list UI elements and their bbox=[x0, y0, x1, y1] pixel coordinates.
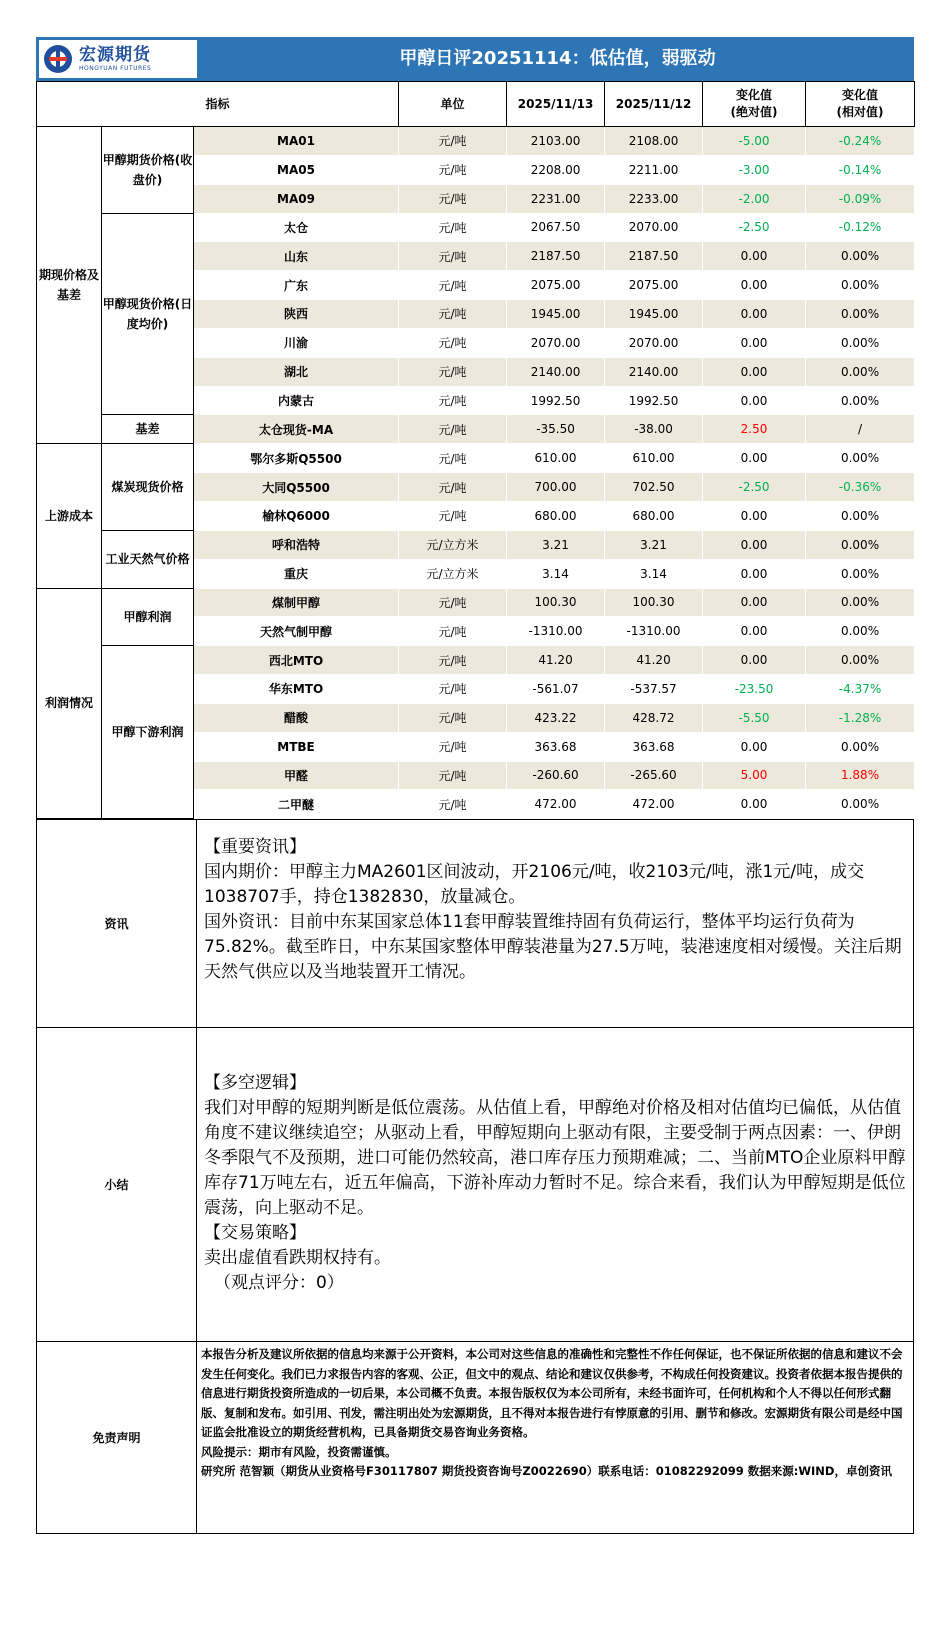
rel-change: 0.00% bbox=[806, 242, 915, 271]
value-date2: 1945.00 bbox=[605, 300, 703, 329]
rel-change: -4.37% bbox=[806, 675, 915, 704]
unit-cell: 元/吨 bbox=[399, 790, 507, 819]
summary-paragraph: 卖出虚值看跌期权持有。 bbox=[204, 1248, 391, 1269]
indicator-name: 二甲醚 bbox=[194, 790, 399, 819]
unit-cell: 元/吨 bbox=[399, 473, 507, 502]
value-date2: 702.50 bbox=[605, 473, 703, 502]
news-heading: 【重要资讯】 bbox=[204, 837, 306, 858]
abs-change: 0.00 bbox=[703, 242, 806, 271]
col-header-date1: 2025/11/13 bbox=[507, 82, 605, 127]
unit-cell: 元/吨 bbox=[399, 127, 507, 156]
indicator-name: 呼和浩特 bbox=[194, 530, 399, 559]
table-row bbox=[37, 127, 915, 156]
indicator-table bbox=[36, 81, 915, 819]
title-banner bbox=[36, 37, 914, 81]
unit-cell: 元/吨 bbox=[399, 155, 507, 184]
abs-change: 0.00 bbox=[703, 300, 806, 329]
rel-change: 0.00% bbox=[806, 559, 915, 588]
indicator-name: 醋酸 bbox=[194, 703, 399, 732]
rel-change: 0.00% bbox=[806, 501, 915, 530]
abs-change: -2.50 bbox=[703, 473, 806, 502]
value-date1: 1945.00 bbox=[507, 300, 605, 329]
value-date2: 2075.00 bbox=[605, 271, 703, 300]
unit-cell: 元/吨 bbox=[399, 242, 507, 271]
news-section bbox=[37, 820, 914, 1028]
abs-change: 0.00 bbox=[703, 386, 806, 415]
value-date1: 3.14 bbox=[507, 559, 605, 588]
subgroup-label: 甲醇利润 bbox=[102, 588, 194, 646]
table-row bbox=[37, 444, 915, 473]
value-date1: 41.20 bbox=[507, 646, 605, 675]
summary-content bbox=[197, 1028, 914, 1342]
news-paragraph: 国内期价：甲醇主力MA2601区间波动，开2106元/吨，收2103元/吨，涨1元/吨，成交1038707手，持仓1382830，放量减仓。 bbox=[204, 862, 865, 908]
unit-cell: 元/吨 bbox=[399, 415, 507, 444]
table-row bbox=[37, 530, 915, 559]
value-date2: -38.00 bbox=[605, 415, 703, 444]
indicator-name: 西北MTO bbox=[194, 646, 399, 675]
value-date2: 680.00 bbox=[605, 501, 703, 530]
value-date2: 2211.00 bbox=[605, 155, 703, 184]
rel-change: -0.14% bbox=[806, 155, 915, 184]
group-label: 期现价格及基差 bbox=[37, 127, 102, 444]
unit-cell: 元/吨 bbox=[399, 675, 507, 704]
table-row bbox=[37, 415, 915, 444]
value-date2: 2070.00 bbox=[605, 213, 703, 242]
rel-change: 0.00% bbox=[806, 588, 915, 617]
value-date1: 363.68 bbox=[507, 732, 605, 761]
indicator-name: 太仓 bbox=[194, 213, 399, 242]
summary-score: （观点评分：0） bbox=[214, 1273, 344, 1294]
value-date1: 1992.50 bbox=[507, 386, 605, 415]
unit-cell: 元/吨 bbox=[399, 444, 507, 473]
unit-cell: 元/吨 bbox=[399, 501, 507, 530]
value-date1: 2075.00 bbox=[507, 271, 605, 300]
disclaimer-label: 免责声明 bbox=[37, 1342, 197, 1534]
group-label: 利润情况 bbox=[37, 588, 102, 819]
col-header-date2: 2025/11/12 bbox=[605, 82, 703, 127]
value-date1: -1310.00 bbox=[507, 617, 605, 646]
report-sheet bbox=[36, 37, 914, 1534]
indicator-name: MTBE bbox=[194, 732, 399, 761]
unit-cell: 元/吨 bbox=[399, 300, 507, 329]
rel-change: -1.28% bbox=[806, 703, 915, 732]
value-date2: 41.20 bbox=[605, 646, 703, 675]
value-date2: 2140.00 bbox=[605, 357, 703, 386]
indicator-name: MA09 bbox=[194, 184, 399, 213]
abs-change: -23.50 bbox=[703, 675, 806, 704]
indicator-name: 榆林Q6000 bbox=[194, 501, 399, 530]
subgroup-label: 甲醇下游利润 bbox=[102, 646, 194, 819]
abs-change: 0.00 bbox=[703, 790, 806, 819]
abs-change: -2.00 bbox=[703, 184, 806, 213]
table-header-row bbox=[37, 82, 915, 127]
abs-change: 0.00 bbox=[703, 271, 806, 300]
rel-change: 0.00% bbox=[806, 271, 915, 300]
value-date1: 2208.00 bbox=[507, 155, 605, 184]
group-label: 上游成本 bbox=[37, 444, 102, 588]
value-date1: 2187.50 bbox=[507, 242, 605, 271]
value-date2: 3.21 bbox=[605, 530, 703, 559]
value-date2: 428.72 bbox=[605, 703, 703, 732]
risk-warning: 风险提示：期市有风险，投资需谨慎。 bbox=[201, 1444, 397, 1459]
indicator-name: 大同Q5500 bbox=[194, 473, 399, 502]
col-header-rel-change: 变化值 (相对值) bbox=[806, 82, 915, 127]
subgroup-label: 甲醇期货价格(收盘价) bbox=[102, 127, 194, 214]
rel-change: -0.24% bbox=[806, 127, 915, 156]
abs-change: -5.50 bbox=[703, 703, 806, 732]
rel-change: -0.09% bbox=[806, 184, 915, 213]
rel-change: 0.00% bbox=[806, 530, 915, 559]
summary-label: 小结 bbox=[37, 1028, 197, 1342]
value-date1: 2103.00 bbox=[507, 127, 605, 156]
rel-change: 0.00% bbox=[806, 617, 915, 646]
summary-heading: 【交易策略】 bbox=[204, 1223, 306, 1244]
rel-change: 0.00% bbox=[806, 444, 915, 473]
value-date2: 2233.00 bbox=[605, 184, 703, 213]
rel-change: -0.12% bbox=[806, 213, 915, 242]
value-date2: 610.00 bbox=[605, 444, 703, 473]
indicator-name: 川渝 bbox=[194, 328, 399, 357]
summary-paragraph: 我们对甲醇的短期判断是低位震荡。从估值上看，甲醇绝对价格及相对估值均已偏低，从估值角度不建议继续追空；从驱动上看，甲醇短期向上驱动有限，主要受制于两点因素：一、伊朗冬季限气不及预期，进口可能仍然较高，港口库存压力预期难减；二、当前MTO企业原料甲醇库存71万吨左右，近五年偏高，下游补库动力暂时不足。综合来看，我们认为甲醇短期是低位震荡，向上驱动不足。 bbox=[204, 1098, 906, 1219]
news-label: 资讯 bbox=[37, 820, 197, 1028]
logo-icon bbox=[43, 44, 73, 74]
table-row bbox=[37, 588, 915, 617]
unit-cell: 元/吨 bbox=[399, 328, 507, 357]
unit-cell: 元/吨 bbox=[399, 184, 507, 213]
rel-change: 0.00% bbox=[806, 646, 915, 675]
author-info: 研究所 范智颖（期货从业资格号F30117807 期货投资咨询号Z0022690）联系电话：01082292099 数据来源:WIND，卓创资讯 bbox=[201, 1464, 892, 1479]
indicator-name: 甲醛 bbox=[194, 761, 399, 790]
indicator-name: MA05 bbox=[194, 155, 399, 184]
abs-change: 0.00 bbox=[703, 357, 806, 386]
value-date1: 700.00 bbox=[507, 473, 605, 502]
subgroup-label: 工业天然气价格 bbox=[102, 530, 194, 588]
unit-cell: 元/吨 bbox=[399, 271, 507, 300]
indicator-name: 内蒙古 bbox=[194, 386, 399, 415]
indicator-name: 山东 bbox=[194, 242, 399, 271]
disclaimer-section bbox=[37, 1342, 914, 1534]
abs-change: 0.00 bbox=[703, 444, 806, 473]
table-row bbox=[37, 646, 915, 675]
value-date2: 2070.00 bbox=[605, 328, 703, 357]
value-date1: 2140.00 bbox=[507, 357, 605, 386]
indicator-name: 天然气制甲醇 bbox=[194, 617, 399, 646]
value-date1: 423.22 bbox=[507, 703, 605, 732]
abs-change: 0.00 bbox=[703, 559, 806, 588]
value-date2: 472.00 bbox=[605, 790, 703, 819]
unit-cell: 元/立方米 bbox=[399, 559, 507, 588]
rel-change: 0.00% bbox=[806, 357, 915, 386]
table-row bbox=[37, 213, 915, 242]
summary-section bbox=[37, 1028, 914, 1342]
value-date2: 2187.50 bbox=[605, 242, 703, 271]
company-logo bbox=[39, 40, 197, 78]
indicator-name: 重庆 bbox=[194, 559, 399, 588]
indicator-name: 广东 bbox=[194, 271, 399, 300]
rel-change: 1.88% bbox=[806, 761, 915, 790]
abs-change: 0.00 bbox=[703, 588, 806, 617]
unit-cell: 元/吨 bbox=[399, 761, 507, 790]
rel-change: 0.00% bbox=[806, 328, 915, 357]
text-sections bbox=[36, 819, 914, 1534]
unit-cell: 元/吨 bbox=[399, 617, 507, 646]
logo-chinese-name: 宏源期货 bbox=[79, 44, 151, 65]
indicator-name: 太仓现货-MA bbox=[194, 415, 399, 444]
rel-change: 0.00% bbox=[806, 386, 915, 415]
indicator-name: 煤制甲醇 bbox=[194, 588, 399, 617]
logo-english-name: HONGYUAN FUTURES bbox=[79, 64, 152, 72]
rel-change: 0.00% bbox=[806, 790, 915, 819]
value-date2: -1310.00 bbox=[605, 617, 703, 646]
subgroup-label: 基差 bbox=[102, 415, 194, 444]
report-title: 甲醇日评20251114：低估值，弱驱动 bbox=[399, 48, 716, 69]
value-date1: -561.07 bbox=[507, 675, 605, 704]
value-date1: 610.00 bbox=[507, 444, 605, 473]
col-header-indicator: 指标 bbox=[37, 82, 399, 127]
unit-cell: 元/吨 bbox=[399, 386, 507, 415]
value-date2: 2108.00 bbox=[605, 127, 703, 156]
unit-cell: 元/立方米 bbox=[399, 530, 507, 559]
abs-change: 0.00 bbox=[703, 732, 806, 761]
unit-cell: 元/吨 bbox=[399, 732, 507, 761]
abs-change: -2.50 bbox=[703, 213, 806, 242]
value-date1: 100.30 bbox=[507, 588, 605, 617]
unit-cell: 元/吨 bbox=[399, 213, 507, 242]
col-header-unit: 单位 bbox=[399, 82, 507, 127]
value-date2: 1992.50 bbox=[605, 386, 703, 415]
unit-cell: 元/吨 bbox=[399, 703, 507, 732]
unit-cell: 元/吨 bbox=[399, 588, 507, 617]
abs-change: 0.00 bbox=[703, 501, 806, 530]
news-paragraph: 国外资讯：目前中东某国家总体11套甲醇装置维持固有负荷运行，整体平均运行负荷为75.82%。截至昨日，中东某国家整体甲醇装港量为27.5万吨，装港速度相对缓慢。关注后期天然气供应以及当地装置开工情况。 bbox=[204, 912, 902, 983]
abs-change: 0.00 bbox=[703, 646, 806, 675]
value-date2: 100.30 bbox=[605, 588, 703, 617]
rel-change: 0.00% bbox=[806, 732, 915, 761]
rel-change: 0.00% bbox=[806, 300, 915, 329]
value-date1: -260.60 bbox=[507, 761, 605, 790]
value-date1: 2070.00 bbox=[507, 328, 605, 357]
rel-change: / bbox=[806, 415, 915, 444]
indicator-name: 华东MTO bbox=[194, 675, 399, 704]
value-date1: 680.00 bbox=[507, 501, 605, 530]
abs-change: 0.00 bbox=[703, 530, 806, 559]
abs-change: -3.00 bbox=[703, 155, 806, 184]
value-date1: 472.00 bbox=[507, 790, 605, 819]
abs-change: 0.00 bbox=[703, 328, 806, 357]
abs-change: -5.00 bbox=[703, 127, 806, 156]
indicator-name: 陕西 bbox=[194, 300, 399, 329]
value-date2: -537.57 bbox=[605, 675, 703, 704]
rel-change: -0.36% bbox=[806, 473, 915, 502]
abs-change: 0.00 bbox=[703, 617, 806, 646]
disclaimer-paragraph: 本报告分析及建议所依据的信息均来源于公开资料，本公司对这些信息的准确性和完整性不作任何保证，也不保证所依据的信息和建议不会发生任何变化。我们已力求报告内容的客观、公正，但文中的观点、结论和建议仅供参考，不构成任何投资建议。投资者依据本报告提供的信息进行期货投资所造成的一切后果，本公司概不负责。本报告版权仅为本公司所有，未经书面许可，任何机构和个人不得以任何形式翻版、复制和发布。如引用、刊发，需注明出处为宏源期货，且不得对本报告进行有悖原意的引用、删节和修改。宏源期货有限公司是经中国证监会批准设立的期货经营机构，已具备期货交易咨询业务资格。 bbox=[201, 1347, 903, 1440]
indicator-name: 湖北 bbox=[194, 357, 399, 386]
value-date2: 3.14 bbox=[605, 559, 703, 588]
unit-cell: 元/吨 bbox=[399, 357, 507, 386]
indicator-name: 鄂尔多斯Q5500 bbox=[194, 444, 399, 473]
indicator-name: MA01 bbox=[194, 127, 399, 156]
value-date2: -265.60 bbox=[605, 761, 703, 790]
value-date1: 3.21 bbox=[507, 530, 605, 559]
value-date1: 2067.50 bbox=[507, 213, 605, 242]
unit-cell: 元/吨 bbox=[399, 646, 507, 675]
subgroup-label: 煤炭现货价格 bbox=[102, 444, 194, 531]
disclaimer-content bbox=[197, 1342, 914, 1534]
value-date1: -35.50 bbox=[507, 415, 605, 444]
abs-change: 5.00 bbox=[703, 761, 806, 790]
value-date1: 2231.00 bbox=[507, 184, 605, 213]
news-content bbox=[197, 820, 914, 1028]
subgroup-label: 甲醇现货价格(日度均价) bbox=[102, 213, 194, 415]
value-date2: 363.68 bbox=[605, 732, 703, 761]
col-header-abs-change: 变化值 (绝对值) bbox=[703, 82, 806, 127]
summary-heading: 【多空逻辑】 bbox=[204, 1073, 306, 1094]
abs-change: 2.50 bbox=[703, 415, 806, 444]
